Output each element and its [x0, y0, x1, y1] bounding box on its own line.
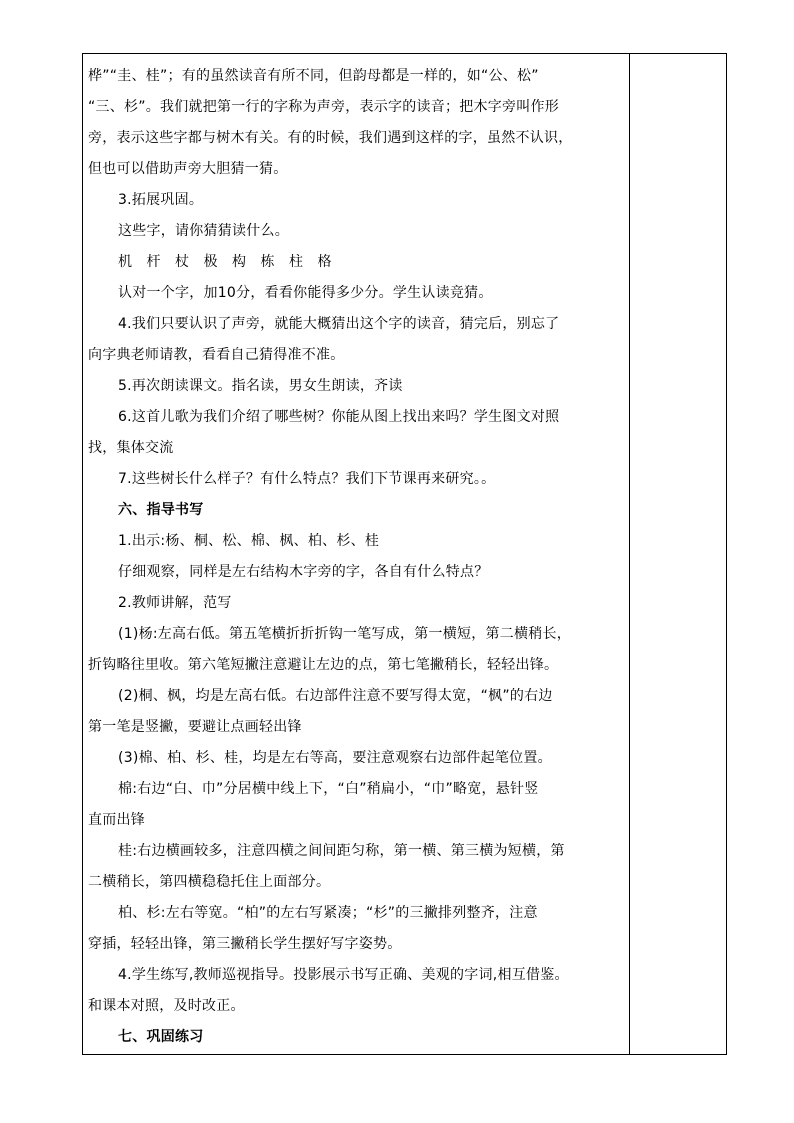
- text-line: (3)棉、柏、杉、桂，均是左右等高，要注意观察右边部件起笔位置。: [118, 750, 552, 766]
- lesson-table: [82, 53, 727, 1055]
- text-line: 7.这些树长什么样子？有什么特点？我们下节课再来研究。。: [118, 471, 496, 487]
- text-line: 桂:右边横画较多，注意四横之间间距匀称，第一横、第三横为短横，第: [118, 843, 565, 859]
- text-line: (1)杨:左高右低。第五笔横折折折钩一笔写成，第一横短，第二横稍长，: [118, 626, 572, 642]
- text-line: 桦”“圭、桂”；有的虽然读音有所不同，但韵母都是一样的，如“公、松”: [88, 68, 539, 84]
- text-line: 棉:右边“白、巾”分居横中线上下，“白”稍扁小，“巾”略宽，悬针竖: [118, 781, 539, 797]
- text-line: 5.再次朗读课文。指名读，男女生朗读，齐读: [118, 378, 403, 394]
- text-line: 认对一个字，加10分，看看你能得多少分。学生认读竞猜。: [118, 285, 493, 301]
- text-line: 这些字，请你猜猜读什么。: [118, 223, 289, 239]
- text-line: 和课本对照，及时改正。: [88, 998, 245, 1014]
- text-line: 旁，表示这些字都与树木有关。有的时候，我们遇到这样的字，虽然不认识，: [88, 130, 573, 146]
- text-line: 第一笔是竖撇，要避让点画轻出锋: [88, 719, 302, 735]
- text-line: “三、杉”。我们就把第一行的字称为声旁，表示字的读音；把木字旁叫作形: [88, 99, 560, 115]
- text-line: 直而出锋: [88, 812, 145, 828]
- section-heading: 七、巩固练习: [118, 1029, 204, 1045]
- text-line: 折钩略往里收。第六笔短撇注意避让左边的点，第七笔撇稍长，轻轻出锋。: [88, 657, 559, 673]
- text-line: 找，集体交流: [88, 440, 174, 456]
- text-line: 2.教师讲解，范写: [118, 595, 232, 611]
- column-divider: [629, 54, 630, 1054]
- lesson-content-cell: [83, 54, 629, 1054]
- text-line: 6.这首儿歌为我们介绍了哪些树？你能从图上找出来吗？学生图文对照: [118, 409, 560, 425]
- text-line: 4.学生练写,教师巡视指导。投影展示书写正确、美观的字词,相互借鉴。: [118, 967, 569, 983]
- text-line: 4.我们只要认识了声旁，就能大概猜出这个字的读音，猜完后，别忘了: [118, 316, 560, 332]
- text-line: 3.拓展巩固。: [118, 192, 204, 208]
- text-line: 机 杆 杖 极 构 栋 柱 格: [118, 254, 332, 270]
- text-line: 仔细观察，同样是左右结构木字旁的字，各自有什么特点？: [118, 564, 489, 580]
- text-line: 柏、杉:左右等宽。“柏”的左右写紧凑；“杉”的三撇排列整齐，注意: [118, 905, 538, 921]
- text-line: 穿插，轻轻出锋，第三撇稍长学生摆好写字姿势。: [88, 936, 402, 952]
- text-line: 1.出示:杨、桐、松、棉、枫、柏、杉、桂: [118, 533, 380, 549]
- section-heading: 六、指导书写: [118, 502, 204, 518]
- text-line: 二横稍长，第四横稳稳托住上面部分。: [88, 874, 331, 890]
- text-line: 向字典老师请教，看看自己猜得准不准。: [88, 347, 345, 363]
- text-line: 但也可以借助声旁大胆猜一猜。: [88, 161, 288, 177]
- text-line: (2)桐、枫，均是左高右低。右边部件注意不要写得太宽，“枫”的右边: [118, 688, 553, 704]
